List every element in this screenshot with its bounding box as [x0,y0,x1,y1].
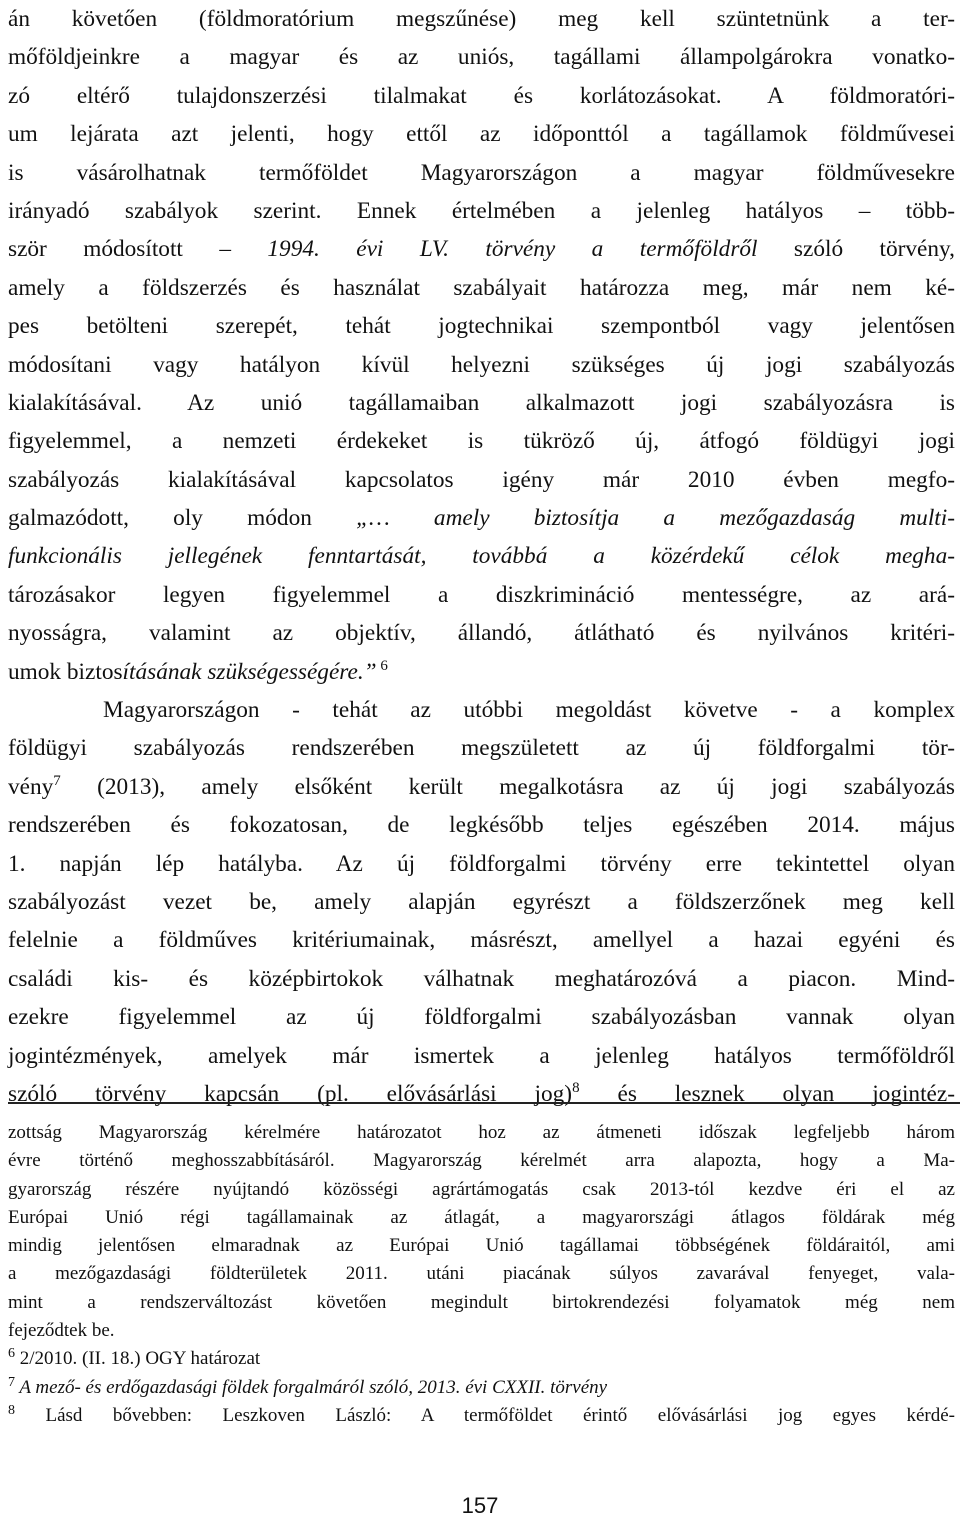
body-line [8,768,955,806]
body-line: 1. napján lép hatályba. Az új földforgalmi törvény erre tekintettel olyan [8,850,955,877]
body-text-segment: galmazódott, oly módon [8,505,357,532]
body-line: mőföldjeinkre a magyar és az uniós, tagállami állampolgárokra vonatko- [8,44,955,71]
law-title-italic: 1994. évi LV. törvény a termőföldről [267,236,758,263]
footnote-number: 7 [8,1374,15,1390]
footnote-8 [8,1402,955,1430]
body-text-segment: ször módosított ‒ [8,236,268,263]
footnote-text: A mező- és erdőgazdasági földek forgalmáról szóló, 2013. évi CXXII. törvény [15,1376,608,1398]
quotation-italic: ításának szükségességére.” [122,658,377,685]
body-line: jogintézmények, amelyek már ismertek a jelenleg hatályos termőföldről [8,1042,955,1069]
body-line [8,537,955,575]
footnote-line: gyarország részére nyújtandó közösségi agrártámogatás csak 2013-tól kezdve éri el az [8,1178,955,1200]
body-text-segment: és lesznek olyan jogintéz- [579,1080,955,1107]
body-line: módosítani vagy hatályon kívül helyezni szükséges új jogi szabályozás [8,351,955,378]
body-line: nyosságra, valamint az objektív, állandó, átlátható és nyilvános kritéri- [8,620,955,647]
quotation-italic: funkcionális jellegének fenntartását, továbbá a közérdekű célok megha- [8,543,955,570]
body-line: földügyi szabályozás rendszerében megszületett az új földforgalmi tör- [8,735,955,762]
body-text-segment: (2013), amely elsőként került megalkotásra az új jogi szabályozás [60,773,955,800]
body-line: amely a földszerzés és használat szabályait határozza meg, már nem ké- [8,274,955,301]
body-line: tározásakor legyen figyelemmel a diszkrimináció mentességre, az ará- [8,581,955,608]
quotation-italic: „… amely biztosítja a mezőgazdaság multi- [356,505,955,532]
footnote-ref-8[interactable]: 8 [572,1079,580,1096]
footnotes [8,1119,955,1430]
body-text-segment: umok biztos [8,658,123,685]
body-line: pes betölteni szerepét, tehát jogtechnikai szempontból vagy jelentősen [8,313,955,340]
body-line [8,499,955,537]
body-line: figyelemmel, a nemzeti érdekeket is tükröző új, átfogó földügyi jogi [8,428,955,455]
footnote-text: Lásd bővebben: Leszkoven László: A termőföldet érintő elővásárlási jog egyes kérdé- [15,1404,955,1426]
body-line [8,1075,955,1113]
footnote-line: fejeződtek be. [8,1320,115,1342]
body-line: irányadó szabályok szerint. Ennek értelmében a jelenleg hatályos ‒ több- [8,197,955,224]
body-text [8,0,955,1113]
body-line: családi kis- és középbirtokok válhatnak meghatározóvá a piacon. Mind- [8,965,955,992]
footnote-line: zottság Magyarország kérelmére határozatot hoz az átmeneti időszak legfeljebb három [8,1122,955,1143]
footnote-7 [8,1374,955,1402]
footnote-line: mint a rendszerváltozást követően megindult birtokrendezési folyamatok még nem [8,1291,955,1313]
body-line: kialakításával. Az unió tagállamaiban alkalmazott jogi szabályozásra is [8,389,955,416]
body-text-segment: szóló törvény kapcsán (pl. elővásárlási jog) [8,1080,573,1107]
footnote-separator [8,1102,960,1104]
body-line: Magyarországon - tehát az utóbbi megoldást követve - a komplex [103,697,955,724]
footnote-line: mindig jelentősen elmaradnak az Európai Unió tagállamai többségének földáraitól, ami [8,1235,955,1257]
body-text-segment: vény [8,773,54,800]
body-line: rendszerében és fokozatosan, de legkésőbb teljes egészében 2014. május [8,812,955,839]
body-text-segment: szóló törvény, [757,236,956,263]
body-line: felelnie a földműves kritériumainak, másrészt, amellyel a hazai egyéni és [8,927,955,954]
body-line [8,230,955,268]
body-line: ezekre figyelemmel az új földforgalmi szabályozásban vannak olyan [8,1004,955,1031]
body-line: szabályozást vezet be, amely alapján egyrészt a földszerzőnek meg kell [8,888,955,915]
body-line: zó eltérő tulajdonszerzési tilalmakat és korlátozásokat. A földmoratóri- [8,82,955,109]
footnote-number: 8 [8,1402,15,1418]
footnote-text: 2/2010. (II. 18.) OGY határozat [15,1348,261,1370]
body-line [8,653,955,691]
footnote-line: évre történő meghosszabbításáról. Magyarország kérelmét arra alapozta, hogy a Ma- [8,1150,955,1172]
body-line: is vásárolhatnak termőföldet Magyarországon a magyar földművesekre [8,159,955,186]
footnote-line: Európai Unió régi tagállamainak az átlagát, a magyarországi átlagos földárak még [8,1206,955,1228]
page-number: 157 [461,1493,499,1518]
footnote-ref-7[interactable]: 7 [53,772,61,789]
footnote-6 [8,1345,955,1373]
body-line: um lejárata azt jelenti, hogy ettől az időponttól a tagállamok földművesei [8,121,955,148]
body-line: án követően (földmoratórium megszűnése) meg kell szüntetnünk a ter- [8,6,955,32]
footnote-line: a mezőgazdasági földterületek 2011. utáni piacának súlyos zavarával fenyeget, vala- [8,1263,955,1285]
body-line: szabályozás kialakításával kapcsolatos igény már 2010 évben megfo- [8,466,955,493]
footnote-ref-6[interactable]: 6 [376,657,388,674]
footnote-number: 6 [8,1346,15,1362]
